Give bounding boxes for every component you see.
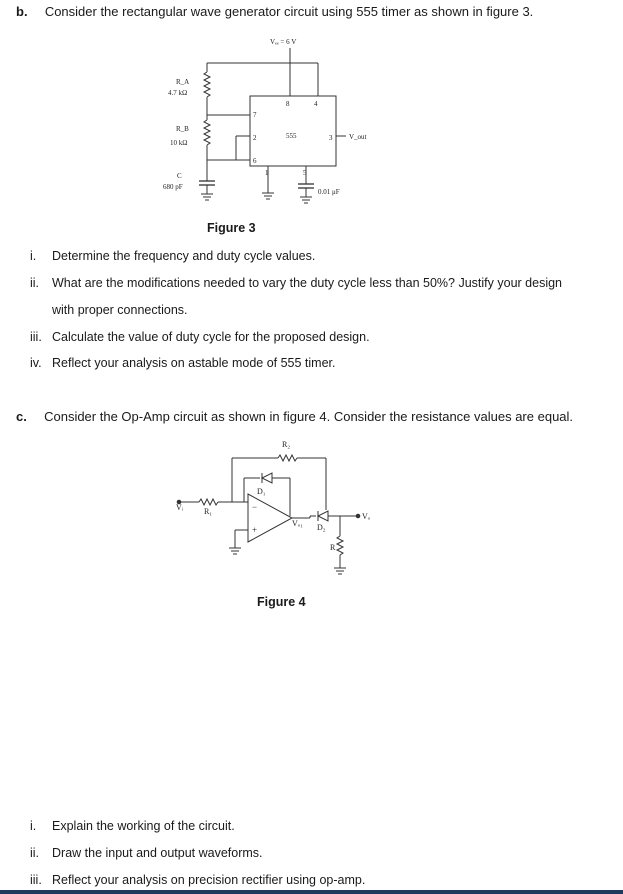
rb-name: R_B: [176, 125, 189, 133]
ra-name: R_A: [176, 78, 190, 86]
figure-4-circuit: [0, 430, 623, 590]
pin-7: 7: [253, 111, 257, 119]
question-b-ii-continued: with proper connections.: [52, 303, 188, 317]
r2-label: R₂: [282, 440, 291, 449]
pin-2: 2: [253, 134, 257, 142]
c-name: C: [177, 172, 182, 180]
page-bottom-border: [0, 890, 623, 894]
pin-1: 1: [265, 169, 269, 177]
figure-4-caption: Figure 4: [257, 595, 306, 609]
pin-4: 4: [314, 100, 318, 108]
vo1-label: Vₒ₁: [292, 519, 303, 528]
opamp-noninverting-sign: +: [252, 525, 258, 535]
question-b-iv: iv. Reflect your analysis on astable mode of 555 timer.: [30, 356, 336, 370]
ra-value: 4.7 kΩ: [168, 89, 188, 97]
d2-label: D₂: [317, 523, 326, 532]
question-c-ii: ii. Draw the input and output waveforms.: [30, 846, 263, 860]
diode-d1-icon: [262, 473, 272, 483]
question-c-heading: [16, 409, 573, 425]
question-b-text: Consider the rectangular wave generator circuit using 555 timer as shown in figure 3.: [44, 4, 534, 19]
diode-d2-icon: [318, 511, 328, 521]
question-c-iii: iii. Reflect your analysis on precision rectifier using op-amp.: [30, 873, 366, 887]
vout-label: V_out: [349, 133, 367, 141]
c-value: 680 pF: [163, 183, 183, 191]
opamp-inverting-sign: −: [252, 502, 258, 512]
vcc-label: Vₑₑ = 6 V: [270, 38, 297, 46]
ic-555-label: 555: [286, 132, 297, 140]
question-c-text: Consider the Op-Amp circuit as shown in figure 4. Consider the resistance values are equal.: [44, 409, 574, 424]
question-b-i: i. Determine the frequency and duty cycle values.: [30, 249, 316, 263]
pin-6: 6: [253, 157, 257, 165]
d1-label: D₁: [257, 487, 266, 496]
pin-3: 3: [329, 134, 333, 142]
r-label: R: [330, 543, 336, 552]
rb-value: 10 kΩ: [170, 139, 188, 147]
question-b-label: b.: [16, 4, 28, 19]
question-b-iii: iii. Calculate the value of duty cycle for the proposed design.: [30, 330, 370, 344]
vo-label: Vₒ: [362, 512, 371, 521]
pin-5: 5: [303, 169, 307, 177]
question-b-ii: ii. What are the modifications needed to vary the duty cycle less than 50%? Justify your design: [30, 276, 562, 290]
question-c-label: c.: [16, 409, 27, 424]
vi-label: Vᵢ: [176, 503, 184, 512]
r1-label: R₁: [204, 507, 213, 516]
figure-3-caption: Figure 3: [207, 221, 256, 235]
pin-8: 8: [286, 100, 290, 108]
cap-001uf-label: 0.01 μF: [318, 188, 340, 196]
question-c-i: i. Explain the working of the circuit.: [30, 819, 235, 833]
figure-3-circuit: [0, 0, 623, 240]
